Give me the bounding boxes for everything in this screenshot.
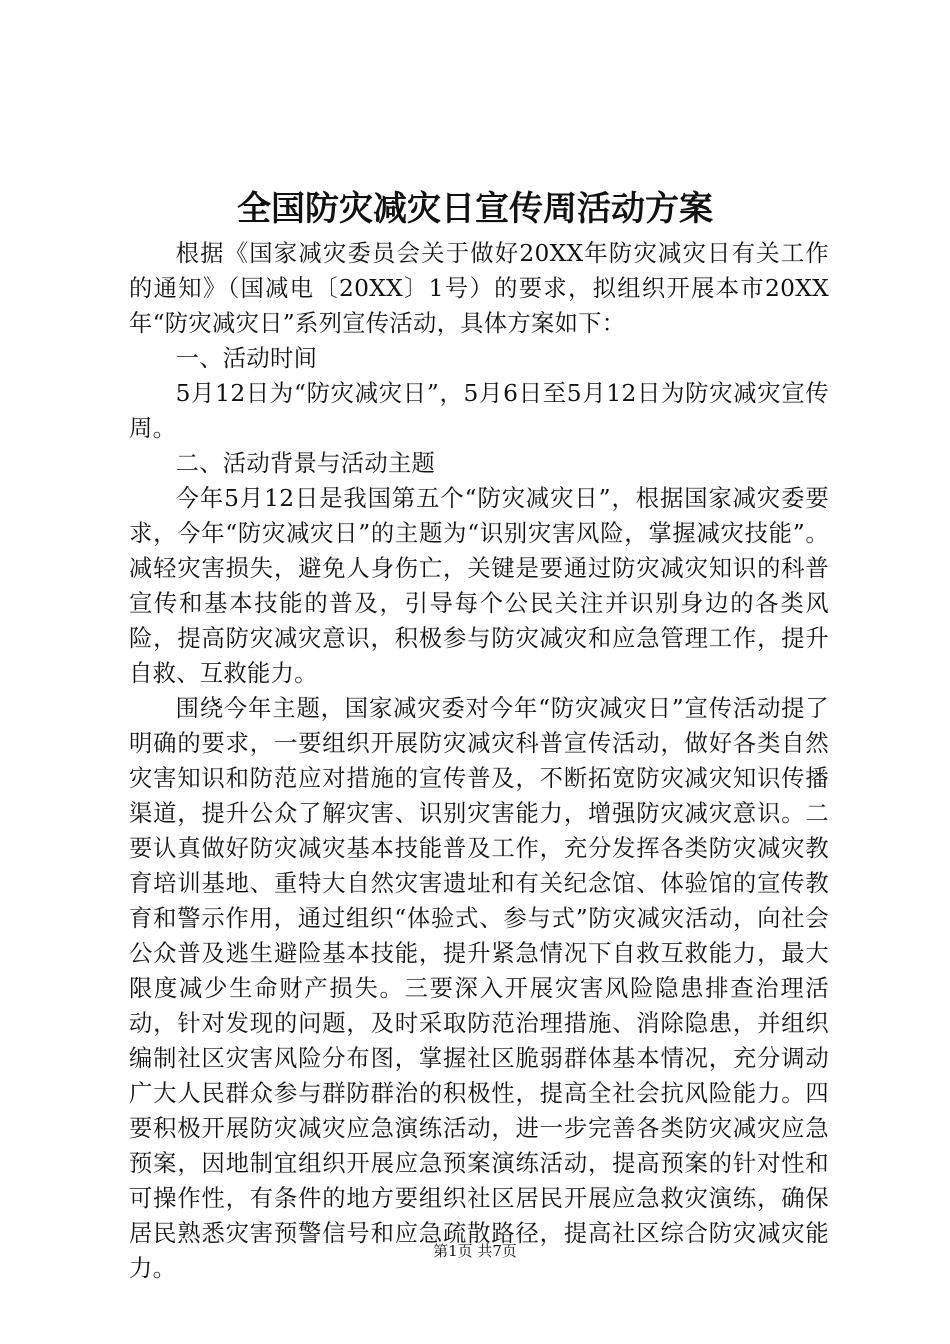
document-title: 全国防灾减灾日宣传周活动方案: [237, 189, 713, 229]
activity-time-paragraph: 5月12日为“防灾减灾日”，5月6日至5月12日为防灾减灾宣传周。: [129, 380, 829, 442]
background-paragraph: 今年5月12日是我国第五个“防灾减灾日”，根据国家减灾委要求，今年“防灾减灾日”的主题为“识别灾害风险，掌握减灾技能”。减轻灾害损失，避免人身伤亡，关键是要通过防灾减灾知识的科普宣传和基本技能的普及，引导每个公民关注并识别身边的各类风险，提高防灾减灾意识，积极参与防灾减灾和应急管理工作，提升自救、互救能力。: [129, 485, 829, 687]
section-heading-activity-time: 一、活动时间: [175, 345, 318, 372]
intro-paragraph: 根据《国家减灾委员会关于做好20XX年防灾减灾日有关工作的通知》（国减电〔20XX〕1号）的要求，拟组织开展本市20XX年“防灾减灾日”系列宣传活动，具体方案如下：: [129, 240, 829, 337]
requirements-paragraph: 围绕今年主题，国家减灾委对今年“防灾减灾日”宣传活动提了明确的要求，一要组织开展防灾减灾科普宣传活动，做好各类自然灾害知识和防范应对措施的宣传普及，不断拓宽防灾减灾知识传播渠道，提升公众了解灾害、识别灾害能力，增强防灾减灾意识。二要认真做好防灾减灾基本技能普及工作，充分发挥各类防灾减灾教育培训基地、重特大自然灾害遗址和有关纪念馆、体验馆的宣传教育和警示作用，通过组织“体验式、参与式”防灾减灾活动，向社会公众普及逃生避险基本技能，提升紧急情况下自救互救能力，最大限度减少生命财产损失。三要深入开展灾害风险隐患排查治理活动，针对发现的问题，及时采取防范治理措施、消除隐患，并组织编制社区灾害风险分布图，掌握社区脆弱群体基本情况，充分调动广大人民群众参与群防群治的积极性，提高全社会抗风险能力。四要积极开展防灾减灾应急演练活动，进一步完善各类防灾减灾应急预案，因地制宜组织开展应急预案演练活动，提高预案的针对性和可操作性，有条件的地方要组织社区居民开展应急救灾演练，确保居民熟悉灾害预警信号和应急疏散路径，提高社区综合防灾减灾能力。: [129, 695, 829, 1282]
section-heading-background-theme: 二、活动背景与活动主题: [175, 450, 436, 477]
document-body: [129, 236, 829, 1286]
page-footer: 第1页 共7页: [433, 1242, 517, 1260]
